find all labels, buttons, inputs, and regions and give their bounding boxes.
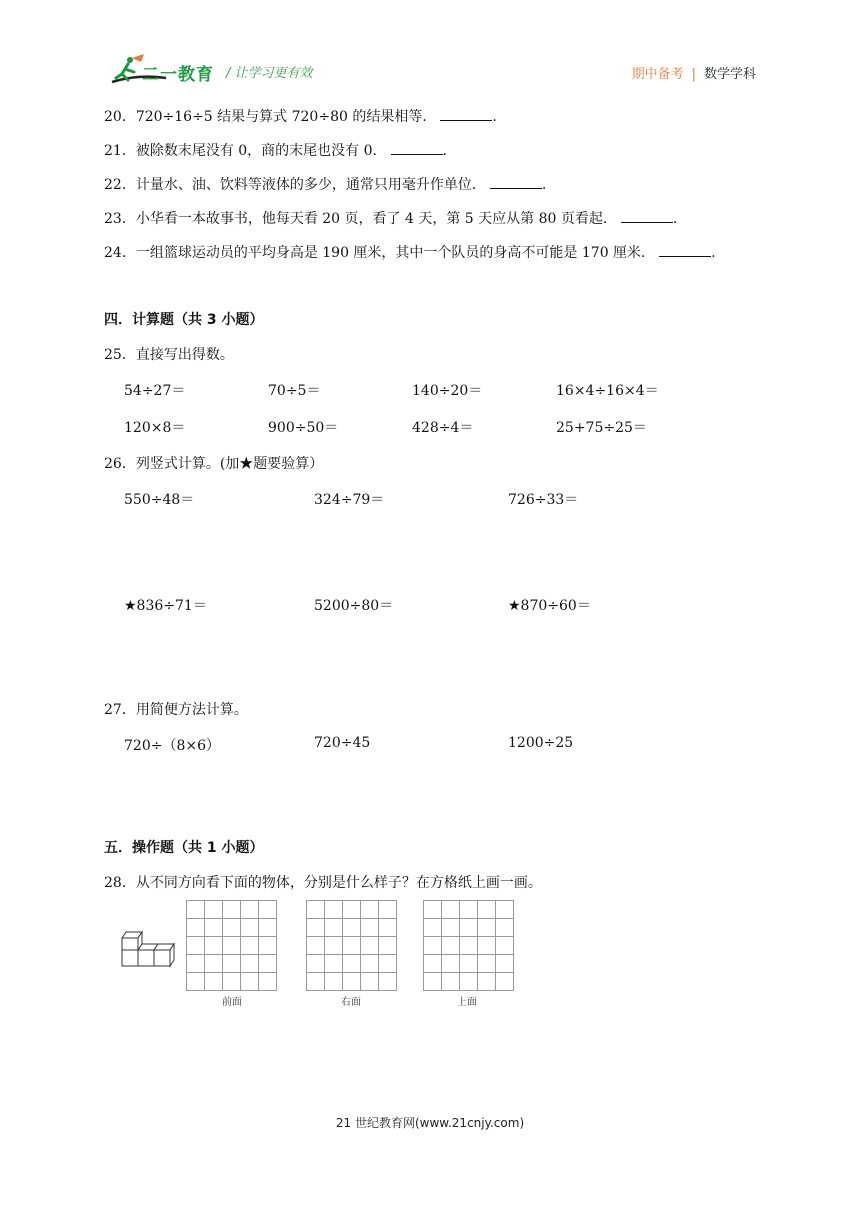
- oral-calc-item: 120×8＝: [124, 420, 186, 436]
- simplify-calc-item: 720÷（8×6）: [124, 738, 220, 754]
- vertical-calc-item: ★870÷60＝: [508, 598, 591, 614]
- question-23: 23．小华看一本故事书，他每天看 20 页，看了 4 天，第 5 天应从第 80 页看起． .: [104, 211, 678, 227]
- vertical-calc-item: 324÷79＝: [314, 492, 385, 508]
- exam-label: 期中备考: [631, 67, 684, 82]
- question-20: 20．720÷16÷5 结果与算式 720÷80 的结果相等． .: [104, 109, 497, 125]
- grid-label-right: 右面: [341, 997, 361, 1008]
- vertical-calc-item: ★836÷71＝: [124, 598, 207, 614]
- answer-blank[interactable]: [659, 244, 711, 257]
- question-25-prompt: 25．直接写出得数。: [104, 347, 234, 363]
- simplify-calc-item: 1200÷25: [508, 735, 574, 751]
- question-22: 22．计量水、油、饮料等液体的多少，通常只用毫升作单位． .: [104, 177, 547, 193]
- grid-paper-top[interactable]: [423, 900, 515, 992]
- oral-calc-item: 70÷5＝: [268, 383, 321, 399]
- answer-blank[interactable]: [440, 108, 492, 121]
- oral-calc-item: 16×4÷16×4＝: [556, 383, 659, 399]
- answer-blank[interactable]: [490, 176, 542, 189]
- question-27-prompt: 27．用简便方法计算。: [104, 702, 248, 718]
- subject-label: 数学学科: [703, 67, 756, 82]
- cube-object-icon: [118, 926, 180, 970]
- page-header: [0, 0, 860, 96]
- header-separator: |: [691, 67, 696, 82]
- oral-calc-item: 900÷50＝: [268, 420, 339, 436]
- oral-calc-item: 140÷20＝: [412, 383, 483, 399]
- vertical-calc-item: 726÷33＝: [508, 492, 579, 508]
- oral-calc-item: 25+75÷25＝: [556, 420, 647, 436]
- section-4-title: 四．计算题（共 3 小题）: [104, 312, 264, 328]
- answer-blank[interactable]: [621, 210, 673, 223]
- grid-paper-right[interactable]: [306, 900, 398, 992]
- question-24: 24．一组篮球运动员的平均身高是 190 厘米，其中一个队员的身高不可能是 170 厘米． .: [104, 245, 716, 261]
- question-21: 21．被除数末尾没有 0，商的末尾也没有 0． .: [104, 143, 447, 159]
- grid-paper-front[interactable]: [186, 900, 278, 992]
- question-28-prompt: 28．从不同方向看下面的物体，分别是什么样子？在方格纸上画一画。: [104, 875, 542, 891]
- logo-text: 二一教育: [142, 65, 214, 85]
- slogan: / 让学习更有效: [226, 66, 313, 81]
- vertical-calc-item: 550÷48＝: [124, 492, 195, 508]
- answer-blank[interactable]: [391, 142, 443, 155]
- grid-label-front: 前面: [222, 997, 242, 1008]
- simplify-calc-item: 720÷45: [314, 735, 371, 751]
- vertical-calc-item: 5200÷80＝: [314, 598, 394, 614]
- grid-label-top: 上面: [457, 997, 477, 1008]
- oral-calc-item: 54÷27＝: [124, 383, 186, 399]
- section-5-title: 五．操作题（共 1 小题）: [104, 840, 264, 856]
- header-right: [632, 63, 756, 82]
- page-footer: 21 世纪教育网(www.21cnjy.com): [335, 1116, 525, 1130]
- question-26-prompt: 26．列竖式计算。(加★题要验算）: [104, 456, 324, 472]
- oral-calc-item: 428÷4＝: [412, 420, 474, 436]
